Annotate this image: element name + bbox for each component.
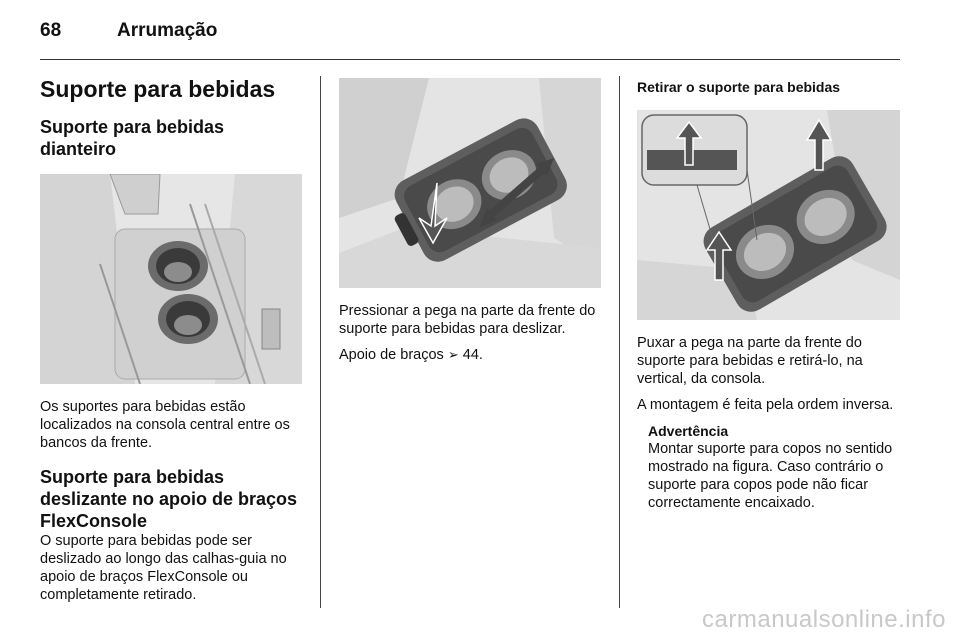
sliding-cupholder-illustration [339,78,601,288]
chapter-title: Arrumação [117,20,218,41]
front-cupholder-illustration [40,174,302,384]
warning-text: Montar suporte para copos no sentido mostrado na figura. Caso contrário o suporte para copos pode não ficar correctamente encaixado. [648,441,893,511]
header-divider [40,59,900,60]
armrest-reference-page[interactable]: 44. [462,347,483,363]
subsection-title-front: Suporte para bebidas dianteiro [40,117,225,159]
arrow-ref-icon: ➢ [447,347,459,362]
section-title: Suporte para bebidas [40,76,276,102]
column-3 [637,78,900,512]
page-header [40,20,900,60]
column-divider-1 [320,76,321,608]
column-2 [339,78,601,372]
warning-box [648,422,900,512]
remove-cupholder-title: Retirar o suporte para bebidas [637,79,841,95]
column-1 [40,74,304,612]
subsection-title-flexconsole: Suporte para bebidas deslizante no apoio de braços FlexConsole [40,467,298,531]
flexconsole-text: O suporte para bebidas pode ser deslizado ao longo das calhas-guia no apoio de braços FlexConsole ou completamente retirado. [40,533,287,603]
reassembly-text: A montagem é feita pela ordem inversa. [637,397,894,413]
column-divider-2 [619,76,620,608]
front-cupholder-text: Os suportes para bebidas estão localizados na consola central entre os bancos da frente. [40,399,290,451]
remove-cupholder-illustration [637,110,900,320]
warning-title: Advertência [648,423,729,439]
armrest-reference [339,346,601,364]
armrest-reference-label: Apoio de braços [339,347,444,363]
page-number: 68 [40,20,62,41]
slide-instruction-text: Pressionar a pega na parte da frente do suporte para bebidas para deslizar. [339,303,596,337]
remove-instruction-text: Puxar a pega na parte da frente do suporte para bebidas e retirá-lo, na vertical, da consola. [637,335,863,387]
watermark: carmanualsonline.info [702,606,946,633]
